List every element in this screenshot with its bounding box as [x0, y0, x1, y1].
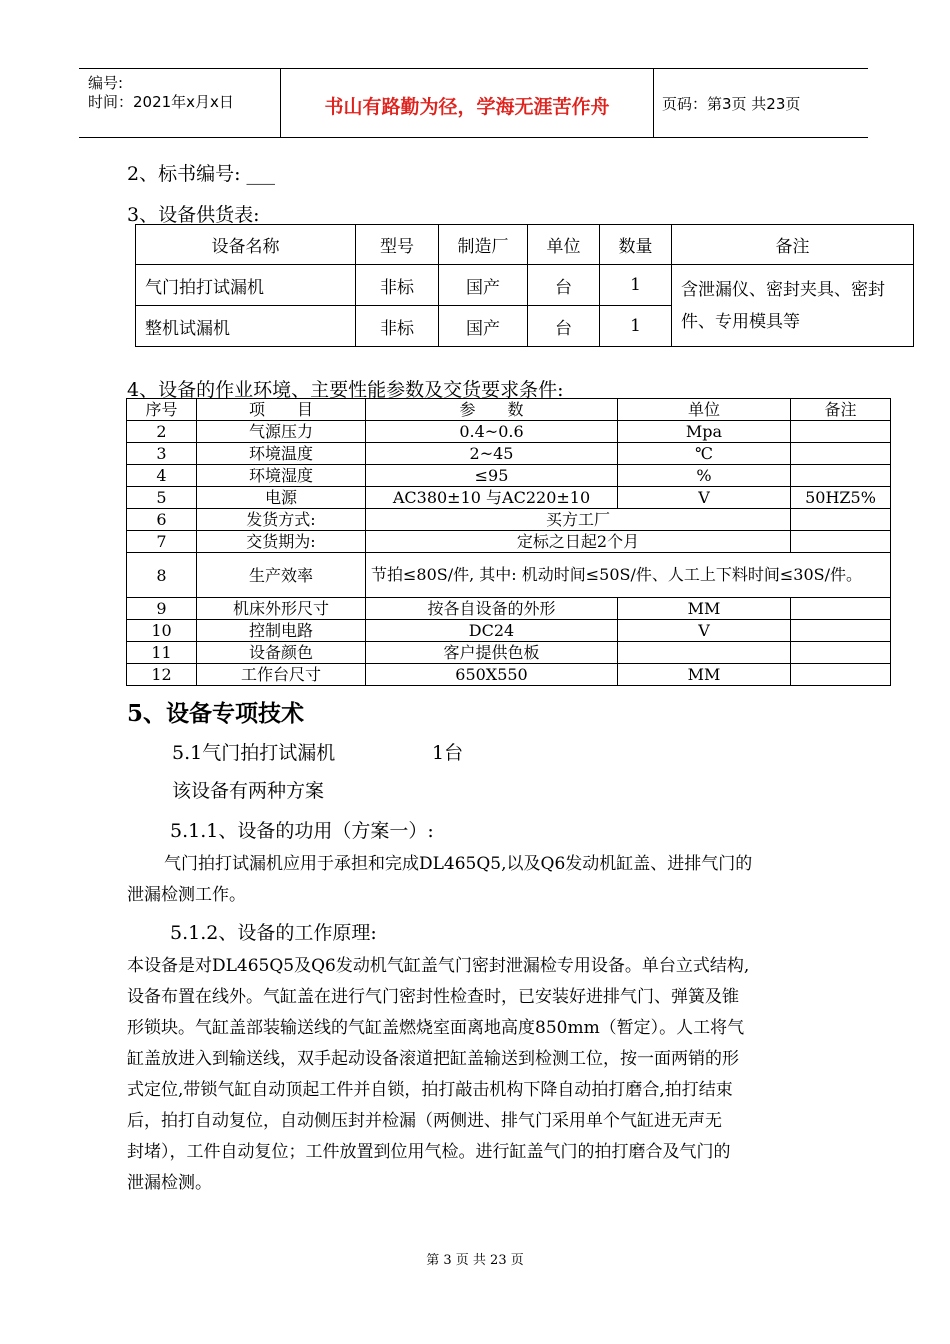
body-line: 设备布置在线外。气缸盖在进行气门密封性检查时，已安装好进排气门、弹簧及锥	[127, 987, 739, 1007]
cell-item: 控制电路	[197, 620, 366, 642]
subsection-5-1-title: 5.1气门拍打试漏机	[172, 742, 336, 764]
col-header: 项 目	[197, 399, 366, 421]
cell-no: 5	[127, 487, 197, 509]
cell-param: ≤95	[366, 465, 618, 487]
cell-unit	[618, 642, 791, 664]
section-3-title: 3、设备供货表:	[127, 204, 260, 226]
cell-no: 2	[127, 421, 197, 443]
cell-qty: 1	[600, 265, 672, 306]
header-motto: 书山有路勤为径，学海无涯苦作舟	[324, 96, 610, 118]
cell-unit: %	[618, 465, 791, 487]
table-row	[127, 443, 891, 465]
supply-table	[135, 224, 914, 347]
parameters-table	[126, 398, 891, 686]
cell-note: 含泄漏仪、密封夹具、密封件、专用模具等	[672, 265, 914, 347]
cell-remark	[791, 664, 891, 686]
page-footer: 第 3 页 共 23 页	[426, 1253, 524, 1268]
cell-remark: 50HZ5%	[791, 487, 891, 509]
col-header: 单位	[618, 399, 791, 421]
cell-remark	[791, 620, 891, 642]
table-row	[127, 509, 891, 531]
cell-item: 机床外形尺寸	[197, 598, 366, 620]
cell-param: DC24	[366, 620, 618, 642]
plans-note: 该设备有两种方案	[172, 780, 325, 802]
page-header	[79, 68, 868, 138]
col-header: 参 数	[366, 399, 618, 421]
body-line: 缸盖放进入到输送线，双手起动设备滚道把缸盖输送到检测工位，按一面两销的形	[127, 1049, 739, 1069]
col-header: 备注	[672, 225, 914, 265]
doc-number-label: 编号:	[88, 74, 124, 92]
cell-remark	[791, 642, 891, 664]
table-row	[127, 465, 891, 487]
cell-model: 非标	[356, 306, 439, 347]
body-line: 式定位,带锁气缸自动顶起工件并自锁，拍打敲击机构下降自动拍打磨合,拍打结束	[127, 1080, 733, 1100]
col-header: 型号	[356, 225, 439, 265]
cell-item: 工作台尺寸	[197, 664, 366, 686]
table-row	[127, 620, 891, 642]
cell-item: 环境湿度	[197, 465, 366, 487]
cell-no: 7	[127, 531, 197, 553]
cell-unit: ℃	[618, 443, 791, 465]
cell-param: 买方工厂	[366, 509, 791, 531]
cell-remark	[791, 443, 891, 465]
table-row	[127, 531, 891, 553]
col-header: 序号	[127, 399, 197, 421]
cell-no: 6	[127, 509, 197, 531]
col-header: 设备名称	[136, 225, 356, 265]
table-row	[127, 553, 891, 598]
col-header: 备注	[791, 399, 891, 421]
cell-item: 电源	[197, 487, 366, 509]
cell-no: 10	[127, 620, 197, 642]
table-row	[127, 598, 891, 620]
cell-param: AC380±10 与AC220±10	[366, 487, 618, 509]
cell-item: 发货方式:	[197, 509, 366, 531]
table-row	[127, 421, 891, 443]
cell-remark	[791, 421, 891, 443]
cell-remark	[791, 465, 891, 487]
supply-table-header	[136, 225, 914, 265]
cell-unit: MM	[618, 598, 791, 620]
cell-item: 气源压力	[197, 421, 366, 443]
col-header: 单位	[528, 225, 600, 265]
cell-name: 气门拍打试漏机	[136, 265, 356, 306]
cell-remark	[791, 531, 891, 553]
cell-name: 整机试漏机	[136, 306, 356, 347]
subsection-5-1-qty: 1台	[432, 742, 464, 764]
cell-maker: 国产	[439, 306, 528, 347]
header-page-label: 页码：第3页 共23页	[662, 95, 801, 113]
cell-no: 3	[127, 443, 197, 465]
cell-unit: V	[618, 487, 791, 509]
cell-param: 650X550	[366, 664, 618, 686]
cell-no: 8	[127, 553, 197, 598]
cell-unit: Mpa	[618, 421, 791, 443]
subsection-5-1-2-body	[127, 951, 817, 1199]
section-4-title: 4、设备的作业环境、主要性能参数及交货要求条件:	[127, 379, 564, 401]
cell-item: 设备颜色	[197, 642, 366, 664]
cell-item: 生产效率	[197, 553, 366, 598]
col-header: 数量	[600, 225, 672, 265]
body-line: 泄漏检测。	[127, 1173, 212, 1193]
table-row	[136, 265, 914, 306]
header-divider	[653, 69, 654, 137]
cell-item: 环境温度	[197, 443, 366, 465]
cell-no: 4	[127, 465, 197, 487]
cell-model: 非标	[356, 265, 439, 306]
subsection-5-1-2-title: 5.1.2、设备的工作原理:	[170, 922, 377, 944]
parameters-table-header	[127, 399, 891, 421]
table-row	[127, 642, 891, 664]
cell-param: 客户提供色板	[366, 642, 618, 664]
cell-param: 节拍≤80S/件, 其中: 机动时间≤50S/件、人工上下料时间≤30S/件。	[366, 553, 891, 598]
subsection-5-1-1-title: 5.1.1、设备的功用（方案一）:	[170, 820, 434, 842]
cell-item: 交货期为:	[197, 531, 366, 553]
section-5-title: 5、设备专项技术	[127, 700, 305, 727]
cell-param: 0.4~0.6	[366, 421, 618, 443]
body-line: 封堵），工件自动复位；工件放置到位用气检。进行缸盖气门的拍打磨合及气门的	[127, 1142, 731, 1162]
cell-no: 12	[127, 664, 197, 686]
cell-unit: MM	[618, 664, 791, 686]
body-line: 后，拍打自动复位，自动侧压封并检漏（两侧进、排气门采用单个气缸进无声无	[127, 1111, 722, 1131]
cell-unit: V	[618, 620, 791, 642]
table-row	[127, 664, 891, 686]
subsection-5-1-1-body: 气门拍打试漏机应用于承担和完成DL465Q5,以及Q6发动机缸盖、进排气门的	[164, 854, 753, 874]
cell-maker: 国产	[439, 265, 528, 306]
cell-unit: 台	[528, 306, 600, 347]
doc-time-label: 时间：2021年x月x日	[88, 93, 234, 111]
cell-qty: 1	[600, 306, 672, 347]
subsection-5-1-1-body: 泄漏检测工作。	[127, 885, 246, 905]
section-2-bid-number: 2、标书编号: ___	[127, 163, 276, 185]
cell-no: 9	[127, 598, 197, 620]
cell-unit: 台	[528, 265, 600, 306]
col-header: 制造厂	[439, 225, 528, 265]
cell-param: 定标之日起2个月	[366, 531, 791, 553]
cell-param: 2~45	[366, 443, 618, 465]
cell-remark	[791, 509, 891, 531]
cell-param: 按各自设备的外形	[366, 598, 618, 620]
cell-remark	[791, 598, 891, 620]
body-line: 本设备是对DL465Q5及Q6发动机气缸盖气门密封泄漏检专用设备。单台立式结构,	[127, 956, 750, 976]
table-row	[127, 487, 891, 509]
body-line: 形锁块。气缸盖部装输送线的气缸盖燃烧室面离地高度850mm（暂定）。人工将气	[127, 1018, 745, 1038]
cell-no: 11	[127, 642, 197, 664]
